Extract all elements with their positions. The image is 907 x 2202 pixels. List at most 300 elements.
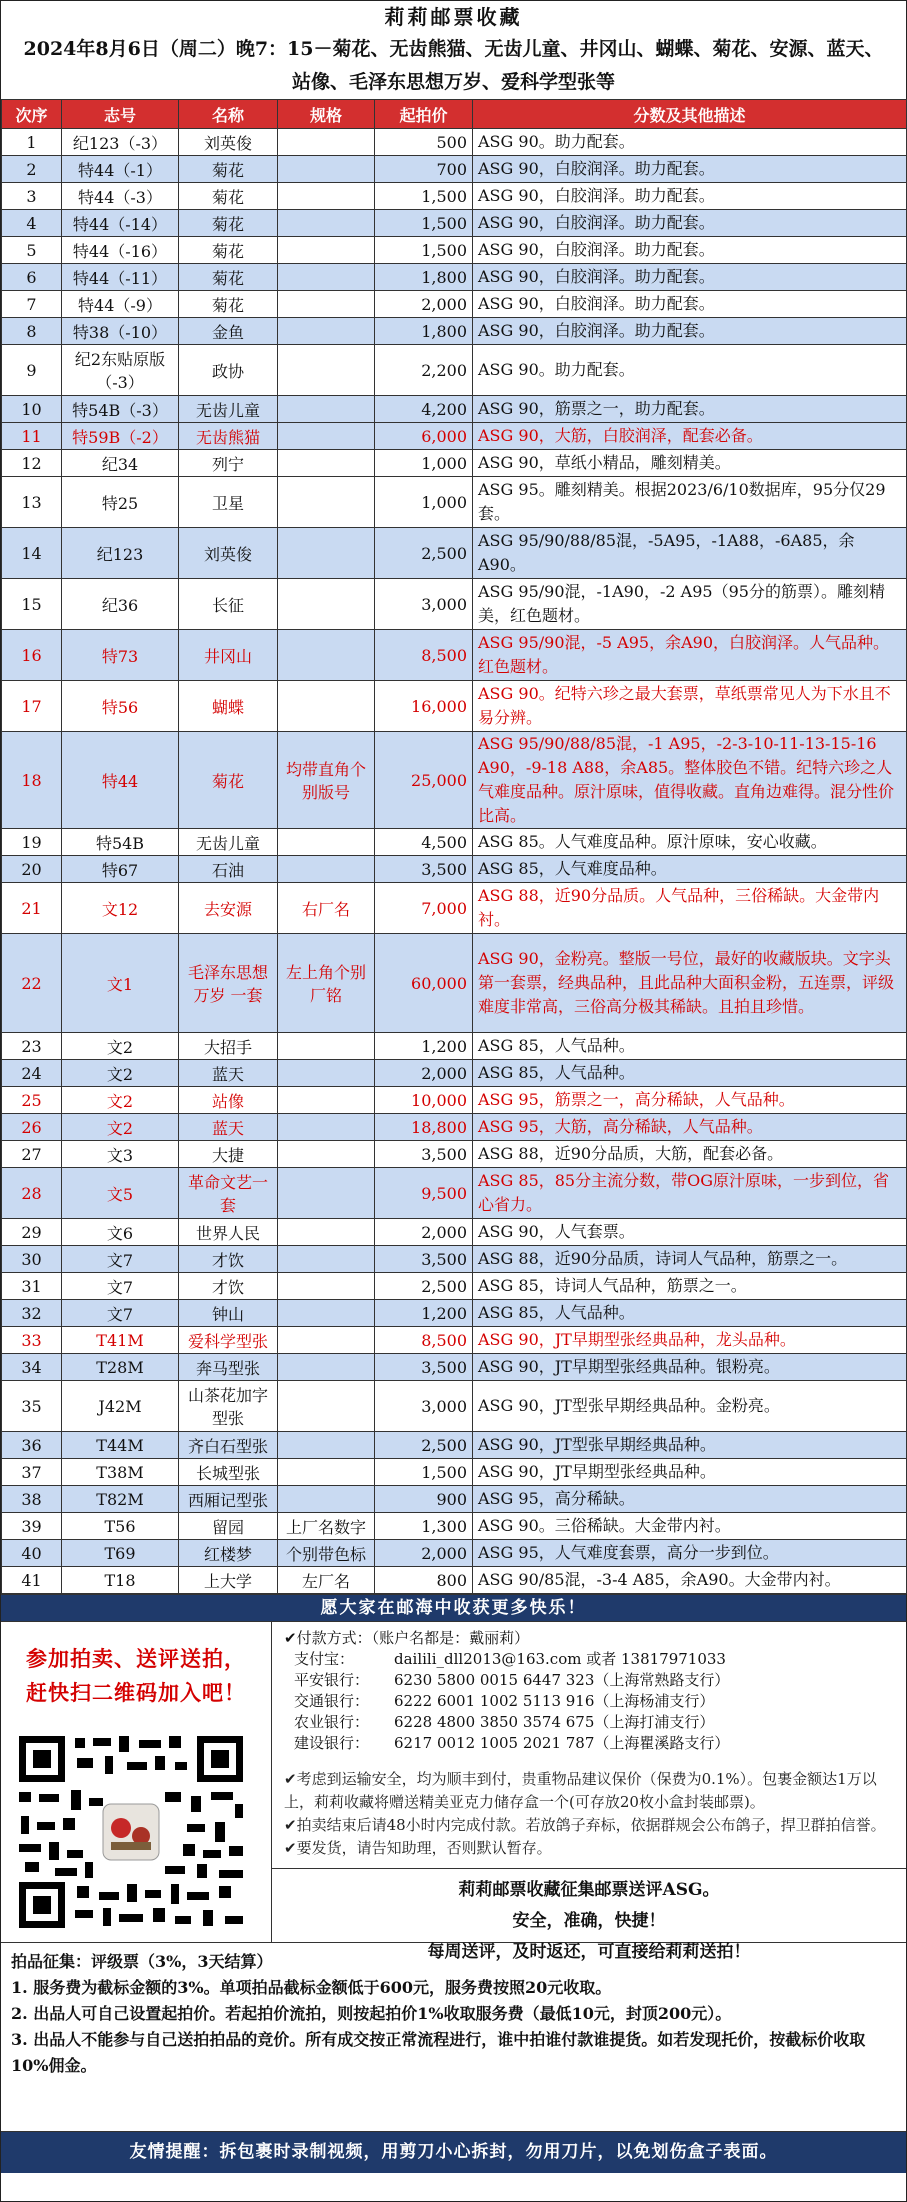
starting-price: 3,500 bbox=[375, 856, 473, 883]
starting-price: 60,000 bbox=[375, 934, 473, 1033]
stamp-name: 钟山 bbox=[179, 1300, 278, 1327]
bank-account[interactable]: 6228 4800 3850 3574 675（上海打浦支行） bbox=[394, 1713, 715, 1731]
grade-description: ASG 90，JT型张早期经典品种。 bbox=[473, 1432, 907, 1459]
stamp-spec bbox=[278, 630, 375, 681]
column-header: 分数及其他描述 bbox=[473, 100, 907, 129]
alipay-row bbox=[284, 1649, 894, 1670]
stamp-spec bbox=[278, 1459, 375, 1486]
lot-number: 20 bbox=[2, 856, 62, 883]
bank-row bbox=[284, 1712, 894, 1733]
table-row bbox=[2, 129, 907, 156]
grade-description: ASG 90，白胶润泽。助力配套。 bbox=[473, 291, 907, 318]
friendly-tip: 友情提醒：拆包裹时录制视频，用剪刀小心拆封，勿用刀片，以免划伤盒子表面。 bbox=[1, 2131, 906, 2173]
grade-description: ASG 95，筋票之一，高分稀缺，人气品种。 bbox=[473, 1087, 907, 1114]
table-row bbox=[2, 345, 907, 396]
stamp-name: 政协 bbox=[179, 345, 278, 396]
table-row bbox=[2, 1381, 907, 1432]
starting-price: 2,500 bbox=[375, 1273, 473, 1300]
auction-table bbox=[1, 99, 907, 1594]
starting-price: 2,000 bbox=[375, 291, 473, 318]
table-row bbox=[2, 528, 907, 579]
stamp-code: 文2 bbox=[62, 1114, 179, 1141]
starting-price: 1,800 bbox=[375, 318, 473, 345]
lot-number: 10 bbox=[2, 396, 62, 423]
grade-description: ASG 90/85混，-3-4 A85，余A90。大金带内衬。 bbox=[473, 1567, 907, 1594]
grade-description: ASG 90，JT早期型张经典品种。银粉亮。 bbox=[473, 1354, 907, 1381]
table-row bbox=[2, 237, 907, 264]
starting-price: 25,000 bbox=[375, 732, 473, 829]
starting-price: 10,000 bbox=[375, 1087, 473, 1114]
table-header-row bbox=[2, 100, 907, 129]
lot-number: 36 bbox=[2, 1432, 62, 1459]
stamp-code: T82M bbox=[62, 1486, 179, 1513]
stamp-name: 蓝天 bbox=[179, 1060, 278, 1087]
starting-price: 1,800 bbox=[375, 264, 473, 291]
grade-description: ASG 90，白胶润泽。助力配套。 bbox=[473, 237, 907, 264]
stamp-spec bbox=[278, 1114, 375, 1141]
stamp-code: 特44（-16） bbox=[62, 237, 179, 264]
stamp-name: 菊花 bbox=[179, 291, 278, 318]
starting-price: 3,500 bbox=[375, 1246, 473, 1273]
lot-number: 27 bbox=[2, 1141, 62, 1168]
stamp-code: T44M bbox=[62, 1432, 179, 1459]
stamp-code: 文2 bbox=[62, 1060, 179, 1087]
table-row bbox=[2, 1060, 907, 1087]
starting-price: 2,500 bbox=[375, 1432, 473, 1459]
lot-number: 28 bbox=[2, 1168, 62, 1219]
stamp-spec bbox=[278, 210, 375, 237]
stamp-name: 长城型张 bbox=[179, 1459, 278, 1486]
grade-description: ASG 90。三俗稀缺。大金带内衬。 bbox=[473, 1513, 907, 1540]
lot-number: 34 bbox=[2, 1354, 62, 1381]
payment-panel bbox=[272, 1622, 906, 1962]
lot-number: 2 bbox=[2, 156, 62, 183]
stamp-spec bbox=[278, 318, 375, 345]
lot-number: 15 bbox=[2, 579, 62, 630]
grade-description: ASG 90，白胶润泽。助力配套。 bbox=[473, 156, 907, 183]
lot-number: 30 bbox=[2, 1246, 62, 1273]
starting-price: 3,500 bbox=[375, 1354, 473, 1381]
starting-price: 18,800 bbox=[375, 1114, 473, 1141]
stamp-spec bbox=[278, 1486, 375, 1513]
bank-account[interactable]: 6230 5800 0015 6447 323（上海常熟路支行） bbox=[394, 1671, 730, 1689]
lot-number: 16 bbox=[2, 630, 62, 681]
column-header: 次序 bbox=[2, 100, 62, 129]
stamp-spec bbox=[278, 1381, 375, 1432]
stamp-name: 大捷 bbox=[179, 1141, 278, 1168]
stamp-name: 上大学 bbox=[179, 1567, 278, 1594]
lot-number: 18 bbox=[2, 732, 62, 829]
stamp-name: 山茶花加字型张 bbox=[179, 1381, 278, 1432]
lot-number: 32 bbox=[2, 1300, 62, 1327]
bank-name: 交通银行： bbox=[294, 1692, 370, 1710]
stamp-name: 大招手 bbox=[179, 1033, 278, 1060]
table-row bbox=[2, 1459, 907, 1486]
starting-price: 800 bbox=[375, 1567, 473, 1594]
stamp-code: 特67 bbox=[62, 856, 179, 883]
starting-price: 2,000 bbox=[375, 1060, 473, 1087]
lot-number: 21 bbox=[2, 883, 62, 934]
stamp-code: T41M bbox=[62, 1327, 179, 1354]
lot-number: 35 bbox=[2, 1381, 62, 1432]
lot-number: 13 bbox=[2, 477, 62, 528]
stamp-spec bbox=[278, 396, 375, 423]
table-row bbox=[2, 1327, 907, 1354]
stamp-spec bbox=[278, 1273, 375, 1300]
table-row bbox=[2, 396, 907, 423]
grade-description: ASG 95/90/88/85混，-1 A95，-2-3-10-11-13-15-16 A90，-9-18 A88，余A85。整体胶色不错。纪特六珍之人气难度品种。原汁原味，值得收藏。直角边难得。混分性价比高。 bbox=[473, 732, 907, 829]
stamp-name: 才饮 bbox=[179, 1246, 278, 1273]
starting-price: 900 bbox=[375, 1486, 473, 1513]
stamp-spec bbox=[278, 1327, 375, 1354]
grade-description: ASG 85。人气难度品种。原汁原味，安心收藏。 bbox=[473, 829, 907, 856]
stamp-name: 无齿儿童 bbox=[179, 829, 278, 856]
table-row bbox=[2, 1087, 907, 1114]
lot-number: 25 bbox=[2, 1087, 62, 1114]
page-title: 莉莉邮票收藏 bbox=[384, 5, 523, 29]
starting-price: 1,000 bbox=[375, 450, 473, 477]
stamp-name: 革命文艺一套 bbox=[179, 1168, 278, 1219]
table-row bbox=[2, 1540, 907, 1567]
table-row bbox=[2, 450, 907, 477]
grade-description: ASG 85，人气难度品种。 bbox=[473, 856, 907, 883]
join-slogan bbox=[1, 1622, 271, 1710]
stamp-spec bbox=[278, 681, 375, 732]
grade-description: ASG 95，高分稀缺。 bbox=[473, 1486, 907, 1513]
grade-description: ASG 95/90/88/85混，-5A95，-1A88，-6A85，余A90。 bbox=[473, 528, 907, 579]
stamp-code: 特56 bbox=[62, 681, 179, 732]
grade-description: ASG 90。助力配套。 bbox=[473, 345, 907, 396]
grade-description: ASG 88，近90分品质，诗词人气品种，筋票之一。 bbox=[473, 1246, 907, 1273]
stamp-code: 纪36 bbox=[62, 579, 179, 630]
stamp-spec bbox=[278, 1141, 375, 1168]
asg-service-notice bbox=[272, 1869, 906, 1968]
stamp-code: 特54B bbox=[62, 829, 179, 856]
stamp-spec bbox=[278, 579, 375, 630]
starting-price: 2,500 bbox=[375, 528, 473, 579]
stamp-name: 列宁 bbox=[179, 450, 278, 477]
stamp-code: 文7 bbox=[62, 1300, 179, 1327]
table-row bbox=[2, 423, 907, 450]
alipay-value[interactable]: dailili_dll2013@163.com 或者 13817971033 bbox=[394, 1650, 726, 1668]
table-row bbox=[2, 264, 907, 291]
shipping-notes bbox=[272, 1760, 906, 1869]
stamp-code: 纪34 bbox=[62, 450, 179, 477]
stamp-spec bbox=[278, 829, 375, 856]
starting-price: 9,500 bbox=[375, 1168, 473, 1219]
stamp-name: 卫星 bbox=[179, 477, 278, 528]
qr-code-icon[interactable] bbox=[15, 1732, 247, 1932]
table-row bbox=[2, 183, 907, 210]
table-row bbox=[2, 1567, 907, 1594]
starting-price: 1,500 bbox=[375, 1459, 473, 1486]
stamp-code: 文6 bbox=[62, 1219, 179, 1246]
stamp-name: 井冈山 bbox=[179, 630, 278, 681]
table-row bbox=[2, 156, 907, 183]
starting-price: 500 bbox=[375, 129, 473, 156]
stamp-spec bbox=[278, 1033, 375, 1060]
starting-price: 4,200 bbox=[375, 396, 473, 423]
starting-price: 3,000 bbox=[375, 1381, 473, 1432]
note-item: ✔拍卖结束后请48小时内完成付款。若放鸽子弃标，依据群规会公布鸽子，捍卫群拍信誉。 bbox=[284, 1816, 886, 1834]
stamp-spec: 均带直角个别版号 bbox=[278, 732, 375, 829]
lot-number: 8 bbox=[2, 318, 62, 345]
stamp-code: 特44（-11） bbox=[62, 264, 179, 291]
stamp-name: 蝴蝶 bbox=[179, 681, 278, 732]
starting-price: 1,500 bbox=[375, 183, 473, 210]
grade-description: ASG 85，诗词人气品种，筋票之一。 bbox=[473, 1273, 907, 1300]
lot-number: 6 bbox=[2, 264, 62, 291]
stamp-name: 才饮 bbox=[179, 1273, 278, 1300]
wish-banner: 愿大家在邮海中收获更多快乐！ bbox=[1, 1594, 906, 1622]
stamp-spec bbox=[278, 1219, 375, 1246]
stamp-spec bbox=[278, 129, 375, 156]
stamp-code: 特44（-9） bbox=[62, 291, 179, 318]
consignment-rules bbox=[1, 1943, 906, 2131]
stamp-code: 纪2东贴原版（-3） bbox=[62, 345, 179, 396]
lot-number: 37 bbox=[2, 1459, 62, 1486]
starting-price: 1,500 bbox=[375, 237, 473, 264]
stamp-spec bbox=[278, 1300, 375, 1327]
bank-account[interactable]: 6217 0012 1005 2021 787（上海瞿溪路支行） bbox=[394, 1734, 730, 1752]
page-subtitle: 2024年8月6日（周二）晚7：15－菊花、无齿熊猫、无齿儿童、井冈山、蝴蝶、菊花、安源、蓝天、站像、毛泽东思想万岁、爱科学型张等 bbox=[23, 38, 884, 93]
stamp-spec: 左厂名 bbox=[278, 1567, 375, 1594]
table-row bbox=[2, 856, 907, 883]
lot-number: 5 bbox=[2, 237, 62, 264]
starting-price: 8,500 bbox=[375, 1327, 473, 1354]
starting-price: 1,500 bbox=[375, 210, 473, 237]
qr-panel bbox=[1, 1622, 272, 1942]
stamp-name: 毛泽东思想万岁 一套 bbox=[179, 934, 278, 1033]
lot-number: 38 bbox=[2, 1486, 62, 1513]
stamp-name: 刘英俊 bbox=[179, 129, 278, 156]
stamp-code: T56 bbox=[62, 1513, 179, 1540]
rule-line: 1. 服务费为截标金额的3%。单项拍品截标金额低于600元，服务费按照20元收取。 bbox=[11, 1978, 612, 1997]
stamp-spec bbox=[278, 477, 375, 528]
bank-row bbox=[284, 1691, 894, 1712]
table-row bbox=[2, 1141, 907, 1168]
stamp-name: 刘英俊 bbox=[179, 528, 278, 579]
table-row bbox=[2, 829, 907, 856]
stamp-code: 特59B（-2） bbox=[62, 423, 179, 450]
stamp-name: 去安源 bbox=[179, 883, 278, 934]
grade-description: ASG 90，JT早期型张经典品种。 bbox=[473, 1459, 907, 1486]
lot-number: 29 bbox=[2, 1219, 62, 1246]
table-row bbox=[2, 1300, 907, 1327]
stamp-code: T18 bbox=[62, 1567, 179, 1594]
lot-number: 7 bbox=[2, 291, 62, 318]
table-row bbox=[2, 1273, 907, 1300]
table-row bbox=[2, 318, 907, 345]
stamp-name: 无齿熊猫 bbox=[179, 423, 278, 450]
stamp-code: 纪123（-3） bbox=[62, 129, 179, 156]
lot-number: 41 bbox=[2, 1567, 62, 1594]
stamp-spec: 个别带色标 bbox=[278, 1540, 375, 1567]
stamp-code: T38M bbox=[62, 1459, 179, 1486]
note-item: ✔要发货，请告知助理，否则默认暂存。 bbox=[284, 1839, 552, 1857]
column-header: 志号 bbox=[62, 100, 179, 129]
stamp-code: 特44（-14） bbox=[62, 210, 179, 237]
grade-description: ASG 90，白胶润泽。助力配套。 bbox=[473, 183, 907, 210]
table-row bbox=[2, 1432, 907, 1459]
stamp-name: 菊花 bbox=[179, 237, 278, 264]
column-header: 名称 bbox=[179, 100, 278, 129]
table-row bbox=[2, 1219, 907, 1246]
table-row bbox=[2, 630, 907, 681]
stamp-code: 文7 bbox=[62, 1273, 179, 1300]
lot-number: 1 bbox=[2, 129, 62, 156]
stamp-name: 爱科学型张 bbox=[179, 1327, 278, 1354]
bank-name: 农业银行： bbox=[294, 1713, 370, 1731]
stamp-code: 特44（-1） bbox=[62, 156, 179, 183]
rule-line: 3. 出品人不能参与自己送拍拍品的竞价。所有成交按正常流程进行，谁中拍谁付款谁提货。如若发现托价，按截标价收取10%佣金。 bbox=[11, 2030, 866, 2075]
grade-description: ASG 90。助力配套。 bbox=[473, 129, 907, 156]
stamp-name: 石油 bbox=[179, 856, 278, 883]
table-row bbox=[2, 1486, 907, 1513]
stamp-spec bbox=[278, 1168, 375, 1219]
lot-number: 24 bbox=[2, 1060, 62, 1087]
stamp-code: 特73 bbox=[62, 630, 179, 681]
table-row bbox=[2, 681, 907, 732]
column-header: 起拍价 bbox=[375, 100, 473, 129]
starting-price: 700 bbox=[375, 156, 473, 183]
stamp-name: 菊花 bbox=[179, 264, 278, 291]
grade-description: ASG 88，近90分品质。人气品种，三俗稀缺。大金带内衬。 bbox=[473, 883, 907, 934]
grade-description: ASG 95，人气难度套票，高分一步到位。 bbox=[473, 1540, 907, 1567]
stamp-code: T28M bbox=[62, 1354, 179, 1381]
grade-description: ASG 95，大筋，高分稀缺，人气品种。 bbox=[473, 1114, 907, 1141]
bank-row bbox=[284, 1733, 894, 1754]
rule-line: 2. 出品人可自己设置起拍价。若起拍价流拍，则按起拍价1%收取服务费（最低10元，封顶200元）。 bbox=[11, 2004, 732, 2023]
stamp-code: 文5 bbox=[62, 1168, 179, 1219]
grade-description: ASG 85，人气品种。 bbox=[473, 1033, 907, 1060]
stamp-spec bbox=[278, 156, 375, 183]
bank-name: 建设银行： bbox=[294, 1734, 370, 1752]
table-row bbox=[2, 579, 907, 630]
stamp-spec: 左上角个别厂铭 bbox=[278, 934, 375, 1033]
stamp-code: 纪123 bbox=[62, 528, 179, 579]
stamp-name: 留园 bbox=[179, 1513, 278, 1540]
grade-description: ASG 90，草纸小精品，雕刻精美。 bbox=[473, 450, 907, 477]
stamp-name: 长征 bbox=[179, 579, 278, 630]
stamp-spec bbox=[278, 1087, 375, 1114]
stamp-spec bbox=[278, 856, 375, 883]
stamp-code: 文3 bbox=[62, 1141, 179, 1168]
grade-description: ASG 90，金粉亮。整版一号位，最好的收藏版块。文字头第一套票，经典品种，且此品种大面积金粉，五连票，评级难度非常高，三俗高分极其稀缺。且拍且珍惜。 bbox=[473, 934, 907, 1033]
alipay-label: 支付宝： bbox=[294, 1650, 355, 1668]
asg-line: 每周送评，及时返还，可直接给莉莉送拍！ bbox=[427, 1942, 751, 1962]
grade-description: ASG 90，JT早期型张经典品种，龙头品种。 bbox=[473, 1327, 907, 1354]
starting-price: 1,200 bbox=[375, 1033, 473, 1060]
grade-description: ASG 95/90混，-5 A95，余A90，白胶润泽。人气品种。红色题材。 bbox=[473, 630, 907, 681]
table-row bbox=[2, 1354, 907, 1381]
grade-description: ASG 85，85分主流分数，带OG原汁原味，一步到位，省心省力。 bbox=[473, 1168, 907, 1219]
grade-description: ASG 85，人气品种。 bbox=[473, 1060, 907, 1087]
lot-number: 4 bbox=[2, 210, 62, 237]
slogan-line: 赶快扫二维码加入吧！ bbox=[26, 1680, 246, 1705]
starting-price: 16,000 bbox=[375, 681, 473, 732]
stamp-spec bbox=[278, 291, 375, 318]
table-row bbox=[2, 477, 907, 528]
stamp-code: 特44（-3） bbox=[62, 183, 179, 210]
stamp-name: 红楼梦 bbox=[179, 1540, 278, 1567]
stamp-spec bbox=[278, 345, 375, 396]
lot-number: 14 bbox=[2, 528, 62, 579]
lot-number: 33 bbox=[2, 1327, 62, 1354]
starting-price: 2,000 bbox=[375, 1219, 473, 1246]
grade-description: ASG 88，近90分品质，大筋，配套必备。 bbox=[473, 1141, 907, 1168]
grade-description: ASG 90，白胶润泽。助力配套。 bbox=[473, 318, 907, 345]
stamp-name: 世界人民 bbox=[179, 1219, 278, 1246]
lot-number: 9 bbox=[2, 345, 62, 396]
lot-number: 3 bbox=[2, 183, 62, 210]
grade-description: ASG 90。纪特六珍之最大套票，草纸票常见人为下水且不易分辨。 bbox=[473, 681, 907, 732]
stamp-code: 文12 bbox=[62, 883, 179, 934]
stamp-name: 西厢记型张 bbox=[179, 1486, 278, 1513]
stamp-spec: 右厂名 bbox=[278, 883, 375, 934]
bank-account[interactable]: 6222 6001 1002 5113 916（上海杨浦支行） bbox=[394, 1692, 715, 1710]
stamp-spec bbox=[278, 1432, 375, 1459]
bank-row bbox=[284, 1670, 894, 1691]
starting-price: 1,300 bbox=[375, 1513, 473, 1540]
stamp-spec bbox=[278, 1354, 375, 1381]
starting-price: 3,000 bbox=[375, 579, 473, 630]
stamp-name: 菊花 bbox=[179, 156, 278, 183]
stamp-spec bbox=[278, 1060, 375, 1087]
stamp-spec bbox=[278, 528, 375, 579]
column-header: 规格 bbox=[278, 100, 375, 129]
stamp-code: 文1 bbox=[62, 934, 179, 1033]
starting-price: 2,200 bbox=[375, 345, 473, 396]
lot-number: 17 bbox=[2, 681, 62, 732]
grade-description: ASG 85，人气品种。 bbox=[473, 1300, 907, 1327]
stamp-spec bbox=[278, 450, 375, 477]
stamp-name: 蓝天 bbox=[179, 1114, 278, 1141]
grade-description: ASG 90，白胶润泽。助力配套。 bbox=[473, 264, 907, 291]
stamp-spec: 上厂名数字 bbox=[278, 1513, 375, 1540]
stamp-code: 文2 bbox=[62, 1087, 179, 1114]
starting-price: 3,500 bbox=[375, 1141, 473, 1168]
stamp-spec bbox=[278, 264, 375, 291]
starting-price: 7,000 bbox=[375, 883, 473, 934]
lot-number: 11 bbox=[2, 423, 62, 450]
lot-number: 12 bbox=[2, 450, 62, 477]
stamp-code: 特54B（-3） bbox=[62, 396, 179, 423]
lot-number: 22 bbox=[2, 934, 62, 1033]
stamp-name: 无齿儿童 bbox=[179, 396, 278, 423]
stamp-code: 特44 bbox=[62, 732, 179, 829]
stamp-spec bbox=[278, 1246, 375, 1273]
grade-description: ASG 95。雕刻精美。根据2023/6/10数据库，95分仅29套。 bbox=[473, 477, 907, 528]
stamp-name: 菊花 bbox=[179, 732, 278, 829]
lot-number: 39 bbox=[2, 1513, 62, 1540]
slogan-line: 参加拍卖、送评送拍， bbox=[26, 1646, 246, 1671]
payment-methods bbox=[272, 1622, 906, 1760]
table-row bbox=[2, 1513, 907, 1540]
stamp-spec bbox=[278, 423, 375, 450]
lot-number: 40 bbox=[2, 1540, 62, 1567]
payment-header: ✔付款方式：（账户名都是：戴丽莉） bbox=[284, 1629, 530, 1647]
starting-price: 6,000 bbox=[375, 423, 473, 450]
table-row bbox=[2, 291, 907, 318]
starting-price: 1,000 bbox=[375, 477, 473, 528]
stamp-name: 金鱼 bbox=[179, 318, 278, 345]
grade-description: ASG 90，大筋，白胶润泽，配套必备。 bbox=[473, 423, 907, 450]
starting-price: 2,000 bbox=[375, 1540, 473, 1567]
stamp-name: 站像 bbox=[179, 1087, 278, 1114]
table-row bbox=[2, 210, 907, 237]
rule-line: 拍品征集：评级票（3%，3天结算） bbox=[11, 1952, 273, 1971]
